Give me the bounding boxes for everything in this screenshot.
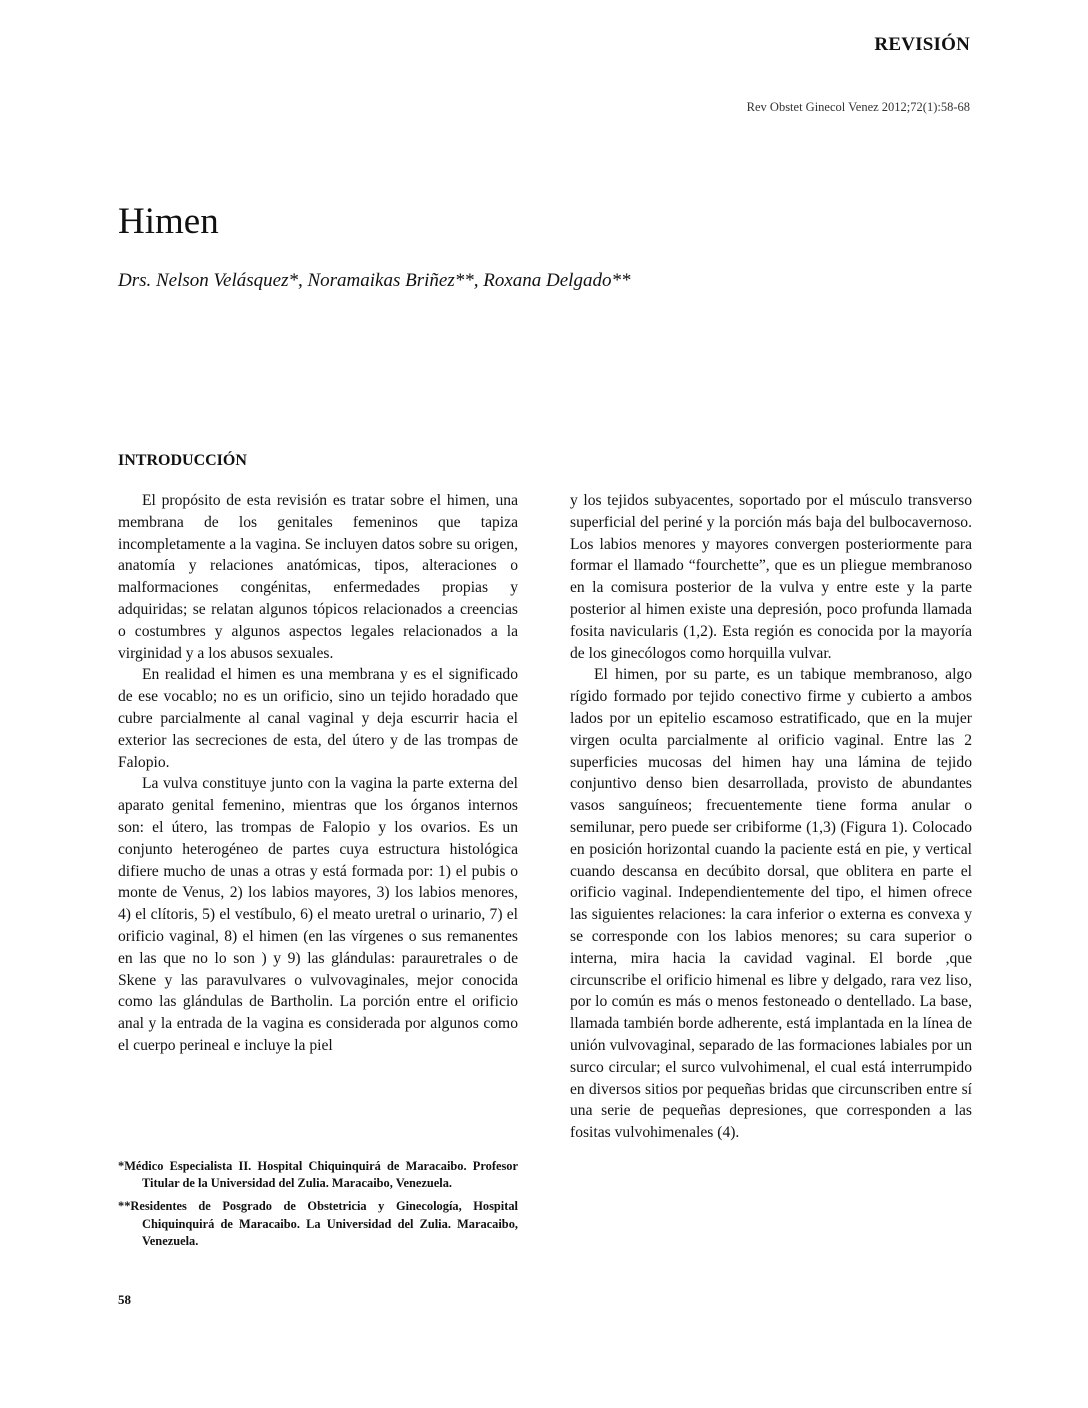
footnote: **Residentes de Posgrado de Obstetricia y Ginecología, Hospital Chiquinquirá de Maracaibo. La Universidad del Zulia. Maracaibo, Venezuela. bbox=[118, 1199, 518, 1248]
journal-citation: Rev Obstet Ginecol Venez 2012;72(1):58-68 bbox=[746, 100, 970, 114]
left-column bbox=[118, 490, 518, 1057]
footnote: *Médico Especialista II. Hospital Chiquinquirá de Maracaibo. Profesor Titular de la Universidad del Zulia. Maracaibo, Venezuela. bbox=[118, 1159, 518, 1191]
right-column bbox=[570, 490, 972, 1144]
body-paragraph: El himen, por su parte, es un tabique membranoso, algo rígido formado por tejido conectivo firme y cubierto a ambos lados por un epitelio escamoso estratificado, que en la mujer virgen oculta parcialmente al orificio vaginal. Entre las 2 superficies mucosas del himen hay una lámina de tejido conjuntivo denso bien desarrollada, provisto de abundantes vasos sanguíneos; frecuentemente tiene forma anular o semilunar, pero puede ser cribiforme (1,3) (Figura 1). Colocado en posición horizontal cuando la paciente está en pie, y vertical cuando descansa en decúbito dorsal, que oblitera en parte el orificio vaginal. Independientemente del tipo, el himen ofrece las siguientes relaciones: la cara inferior o externa es convexa y se corresponde con los labios menores; su cara superior o interna, mira hacia la cavidad vaginal. El borde ,que circunscribe el orificio himenal es libre y delgado, rara vez liso, por lo común es más o menos festoneado o dentellado. La base, llamada también borde adherente, está implantada en la línea de unión vulvovaginal, separado de las formaciones labiales por un surco circular; el surco vulvohimenal, el cual está interrumpido en diversos sitios por pequeñas bridas que circunscriben entre sí una serie de pequeñas depresiones, que corresponden a las fositas vulvohimenales (4). bbox=[570, 666, 972, 1142]
page-number: 58 bbox=[118, 1292, 131, 1307]
body-paragraph: y los tejidos subyacentes, soportado por el músculo transverso superficial del periné y la porción más baja del bulbocavernoso. Los labios menores y mayores convergen posteriormente para formar el llamado “fourchette”, que es un pliegue membranoso en la comisura posterior de la vulva y entre este y la parte posterior al himen existe una depresión, poco profunda llamada fosita navicularis (1,2). Esta región es conocida por la mayoría de los ginecólogos como horquilla vulvar. bbox=[570, 492, 972, 662]
body-paragraph: La vulva constituye junto con la vagina la parte externa del aparato genital femenino, mientras que los órganos internos son: el útero, las trompas de Falopio y los ovarios. Es un conjunto heterogéneo de partes cuya estructura histológica difiere mucho de unas a otras y está formada por: 1) el pubis o monte de Venus, 2) los labios mayores, 3) los labios menores, 4) el clítoris, 5) el vestíbulo, 6) el meato uretral o urinario, 7) el orificio vaginal, 8) el himen (en las vírgenes o sus remanentes en las que no lo son ) y 9) las glándulas: parauretrales o de Skene y las paravulvares o vulvovaginales, mejor conocida como las glándulas de Bartholin. La porción entre el orificio anal y la entrada de la vagina es considerada por algunos como el cuerpo perineal e incluye la piel bbox=[118, 775, 518, 1054]
section-heading: INTRODUCCIÓN bbox=[118, 452, 247, 469]
article-title: Himen bbox=[118, 201, 219, 242]
author-list: Drs. Nelson Velásquez*, Noramaikas Briñez**, Roxana Delgado** bbox=[118, 270, 631, 291]
body-paragraph: El propósito de esta revisión es tratar sobre el himen, una membrana de los genitales femeninos que tapiza incompletamente a la vagina. Se incluyen datos sobre su origen, anatomía y relaciones anatómicas, tipos, alteraciones o malformaciones congénitas, enfermedades propias y adquiridas; se relatan algunos tópicos relacionados a creencias o costumbres y algunos aspectos legales relacionados a la virginidad y a los abusos sexuales. bbox=[118, 492, 518, 662]
section-label: REVISIÓN bbox=[874, 34, 970, 55]
body-paragraph: En realidad el himen es una membrana y es el significado de ese vocablo; no es un orificio, sino un tejido horadado que cubre parcialmente al canal vaginal y deja escurrir hacia el exterior las secreciones de esta, del útero y de las trompas de Falopio. bbox=[118, 666, 518, 771]
footnotes bbox=[118, 1158, 518, 1256]
